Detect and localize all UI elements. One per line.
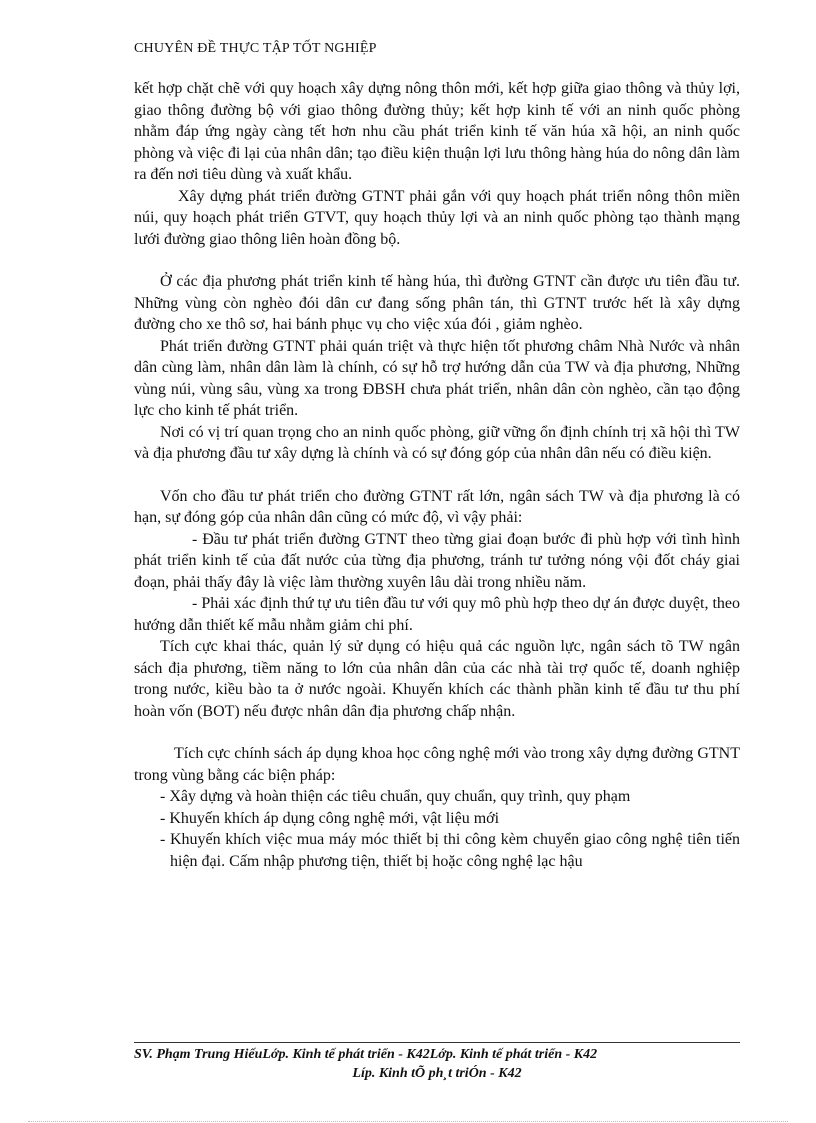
paragraph-9: Tích cực khai thác, quản lý sử dụng có hiệu quả các nguồn lực, ngân sách tõ TW ngân sách địa phương, tiềm năng to lớn của nhân dân của các nhà tài trợ quốc tế, doanh nghiệp trong nước, kiều bào ta ở nước ngoài. Khuyến khích các thành phần kinh tế đầu tư thu phí hoàn vốn (BOT) nếu được nhân dân địa phương chấp nhận. — [134, 638, 740, 720]
paragraph-10: Tích cực chính sách áp dụng khoa học công nghệ mới vào trong xây dựng đường GTNT trong vùng bằng các biện pháp: — [134, 745, 740, 784]
footer-line-1: SV. Phạm Trung HiếuLớp. Kinh tế phát triển - K42Lớp. Kinh tế phát triển - K42 — [134, 1047, 598, 1062]
paragraph-5: Nơi có vị trí quan trọng cho an ninh quốc phòng, giữ vững ổn định chính trị xã hội thì TW và địa phương đầu tư xây dựng là chính và có sự đóng góp của nhân dân nếu có điều kiện. — [134, 423, 740, 462]
bullet-2: - Khuyến khích áp dụng công nghệ mới, vật liệu mới — [160, 809, 500, 827]
page-bottom-dotted-line — [28, 1121, 788, 1122]
paragraph-4: Phát triển đường GTNT phải quán triệt và thực hiện tốt phương châm Nhà Nước và nhân dân cùng làm, nhân dân làm là chính, có sự hỗ trợ hướng dẫn của TW và địa phương, Những vùng núi, vùng sâu, vùng xa trong ĐBSH chưa phát triển, nhân dân còn nghèo, cần tạo động lực cho kinh tế phát triển. — [134, 337, 740, 419]
paragraph-2: Xây dựng phát triển đường GTNT phải gắn với quy hoạch phát triển nông thôn miền núi, quy hoạch phát triển GTVT, quy hoạch thủy lợi và an ninh quốc phòng tạo thành mạng lưới đường giao thông liên hoàn đồng bộ. — [134, 187, 740, 248]
paragraph-gap — [134, 465, 740, 486]
footer-divider — [134, 1042, 740, 1043]
document-body — [134, 78, 740, 872]
document-header: CHUYÊN ĐỀ THỰC TẬP TỐT NGHIỆP — [134, 41, 377, 56]
paragraph-7: - Đầu tư phát triển đường GTNT theo từng giai đoạn bước đi phù hợp với tình hình phát triển kinh tế của đất nước của từng địa phương, tránh tư tưởng nóng vội đốt cháy giai đoạn, phải thấy đây là việc làm thường xuyên lâu dài trong nhiều năm. — [134, 530, 740, 591]
bullet-1: - Xây dựng và hoàn thiện các tiêu chuẩn, quy chuẩn, quy trình, quy phạm — [160, 788, 631, 805]
footer-line-2: Líp. Kinh tÕ ph¸t triÓn - K42 — [352, 1066, 522, 1081]
paragraph-gap — [134, 250, 740, 271]
paragraph-1: kết hợp chặt chẽ với quy hoạch xây dựng nông thôn mới, kết hợp giữa giao thông và thủy lợi, giao thông đường bộ với giao thông đường thủy; kết hợp kinh tế với an ninh quốc phòng nhằm đáp ứng ngày càng tết hơn nhu cầu phát triển kinh tế văn húa xã hội, an ninh quốc phòng và việc đi lại của nhân dân; tạo điều kiện thuận lợi lưu thông hàng húa do nông dân làm ra đến nơi tiêu dùng và xuất khẩu. — [134, 80, 740, 183]
bullet-3: - Khuyến khích việc mua máy móc thiết bị thi công kèm chuyển giao công nghệ tiên tiến hiện đại. Cấm nhập phương tiện, thiết bị hoặc công nghệ lạc hậu — [160, 831, 740, 870]
paragraph-6: Vốn cho đầu tư phát triển cho đường GTNT rất lớn, ngân sách TW và địa phương là có hạn, sự đóng góp của nhân dân cũng có mức độ, vì vậy phải: — [134, 487, 740, 526]
paragraph-8: - Phải xác định thứ tự ưu tiên đầu tư với quy mô phù hợp theo dự án được duyệt, theo hướng dẫn thiết kế mẫu nhằm giảm chi phí. — [134, 595, 740, 634]
paragraph-3: Ở các địa phương phát triển kinh tế hàng húa, thì đường GTNT cần được ưu tiên đầu tư. Những vùng còn nghèo đói dân cư đang sống phân tán, thì GTNT trước hết là xây dựng đường cho xe thô sơ, hai bánh phục vụ cho việc xúa đói , giảm nghèo. — [134, 273, 740, 333]
paragraph-gap — [134, 722, 740, 743]
